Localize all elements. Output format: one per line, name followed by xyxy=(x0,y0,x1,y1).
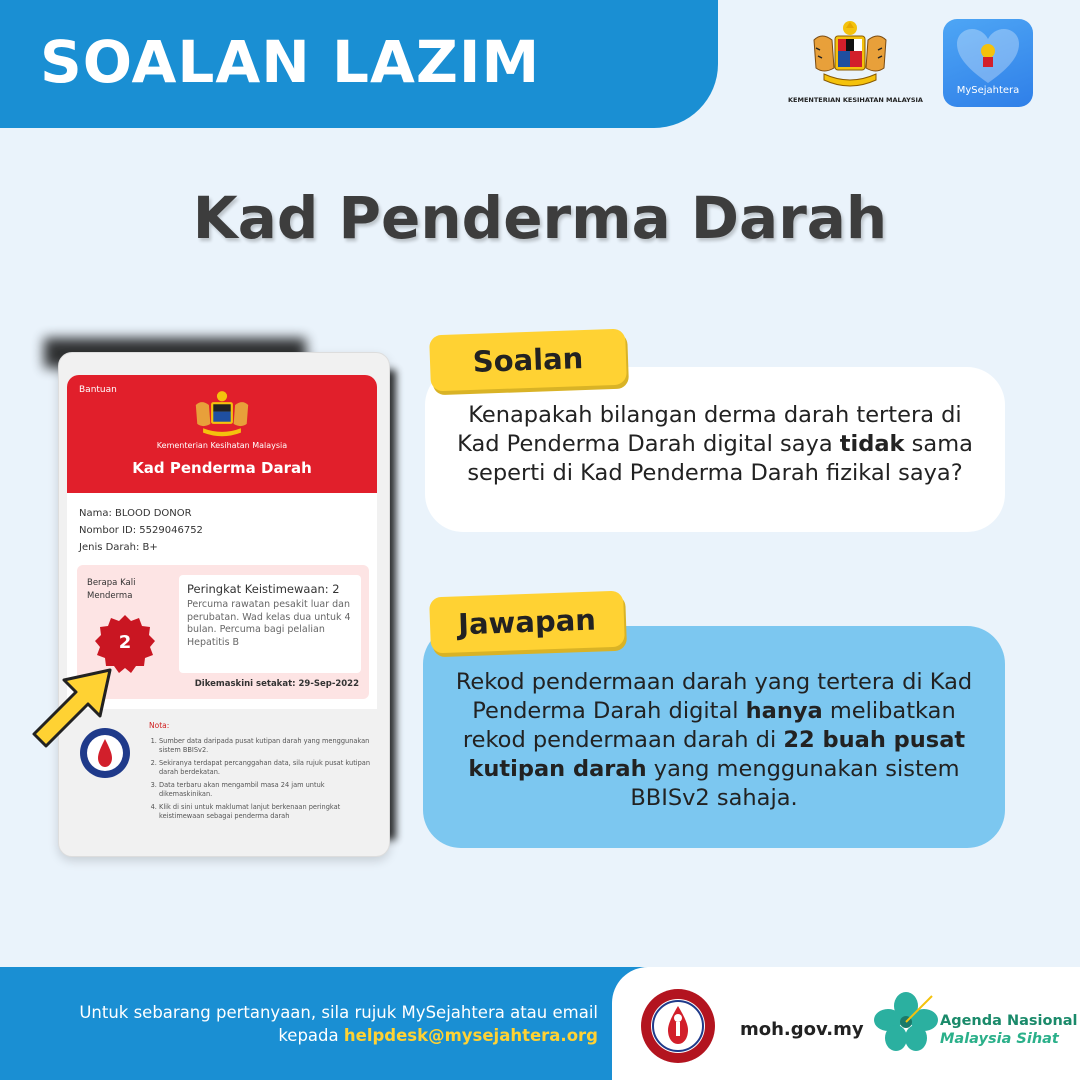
notes-list xyxy=(159,737,373,825)
tier-description: Percuma rawatan pesakit luar dan perubatan. Wad kelas dua untuk 4 bulan. Percuma bagi pelalian Hepatitis B xyxy=(187,599,351,648)
question-emphasis: tidak xyxy=(839,431,905,457)
donation-summary xyxy=(77,565,369,699)
moh-logo xyxy=(788,18,923,114)
main-heading: Kad Penderma Darah xyxy=(192,184,888,252)
answer-text: Rekod pendermaan darah yang tertera di Kad Penderma Darah digital xyxy=(455,669,973,724)
footer-text: Untuk sebarang pertanyaan, sila rujuk MySejahtera atau email kepada xyxy=(79,1003,598,1045)
pointer-arrow-icon xyxy=(30,660,120,750)
question-text-end: sama seperti di Kad Penderma Darah fizikal saya? xyxy=(467,431,973,486)
answer-box xyxy=(423,626,1005,848)
answer-emphasis: hanya xyxy=(745,698,823,724)
tier-title: Peringkat Keistimewaan: 2 xyxy=(187,582,340,596)
pusat-darah-negara-logo xyxy=(640,988,716,1064)
donor-name: Nama: BLOOD DONOR xyxy=(79,508,192,519)
coat-of-arms-icon xyxy=(802,18,898,94)
app-label: MySejahtera xyxy=(956,85,1020,96)
helpdesk-email-link[interactable]: helpdesk@mysejahtera.org xyxy=(343,1026,598,1045)
donor-info xyxy=(79,505,203,556)
note-item: 3. Data terbaru akan mengambil masa 24 jam untuk dikemaskinikan. xyxy=(159,781,373,799)
answer-emphasis-2: 22 buah pusat kutipan darah xyxy=(468,727,966,782)
help-link[interactable]: Bantuan xyxy=(79,385,117,395)
hibiscus-icon xyxy=(872,990,942,1056)
donor-card-screenshot xyxy=(58,352,390,857)
question-label: Soalan xyxy=(429,329,627,392)
mysejahtera-logo xyxy=(943,19,1033,107)
donor-id: Nombor ID: 5529046752 xyxy=(79,525,203,536)
privilege-tier-box xyxy=(179,575,361,673)
card-header xyxy=(67,375,377,493)
answer-text-mid: melibatkan rekod pendermaan darah di xyxy=(462,698,956,753)
answer-text-end: yang menggunakan sistem BBISv2 sahaja. xyxy=(630,756,960,811)
footer-contact-text xyxy=(20,1001,598,1047)
question-text: Kenapakah bilangan derma darah tertera di Kad Penderma Darah digital saya xyxy=(457,402,962,457)
donation-count: 2 xyxy=(118,632,132,653)
updated-date: Dikemaskini setakat: 29-Sep-2022 xyxy=(194,679,359,689)
heart-icon xyxy=(955,27,1021,85)
notes-label: Nota: xyxy=(149,721,170,730)
card-title: Kad Penderma Darah xyxy=(132,459,312,477)
header-banner xyxy=(0,0,718,128)
note-item: 2. Sekiranya terdapat percanggahan data, sila rujuk pusat kutipan darah berdekatan. xyxy=(159,759,373,777)
page-title: SOALAN LAZIM xyxy=(40,28,541,96)
agenda-nasional-logo xyxy=(940,1012,1078,1048)
moh-website-link[interactable]: moh.gov.my xyxy=(740,1019,864,1040)
donation-count-label: Berapa Kali Menderma xyxy=(87,578,136,601)
note-item[interactable]: 4. Klik di sini untuk maklumat lanjut berkenaan peringkat keistimewaan sebagai penderma darah xyxy=(159,803,373,821)
agenda-line-2: Malaysia Sihat xyxy=(940,1031,1059,1047)
card-ministry: Kementerian Kesihatan Malaysia xyxy=(156,441,288,450)
question-box xyxy=(425,367,1005,532)
coat-of-arms-icon xyxy=(187,389,257,437)
note-item: 1. Sumber data daripada pusat kutipan darah yang menggunakan sistem BBISv2. xyxy=(159,737,373,755)
answer-label: Jawapan xyxy=(429,591,625,654)
agenda-line-1: Agenda Nasional xyxy=(940,1013,1078,1029)
donor-blood-type: Jenis Darah: B+ xyxy=(79,542,158,553)
moh-caption: KEMENTERIAN KESIHATAN MALAYSIA xyxy=(788,96,923,104)
